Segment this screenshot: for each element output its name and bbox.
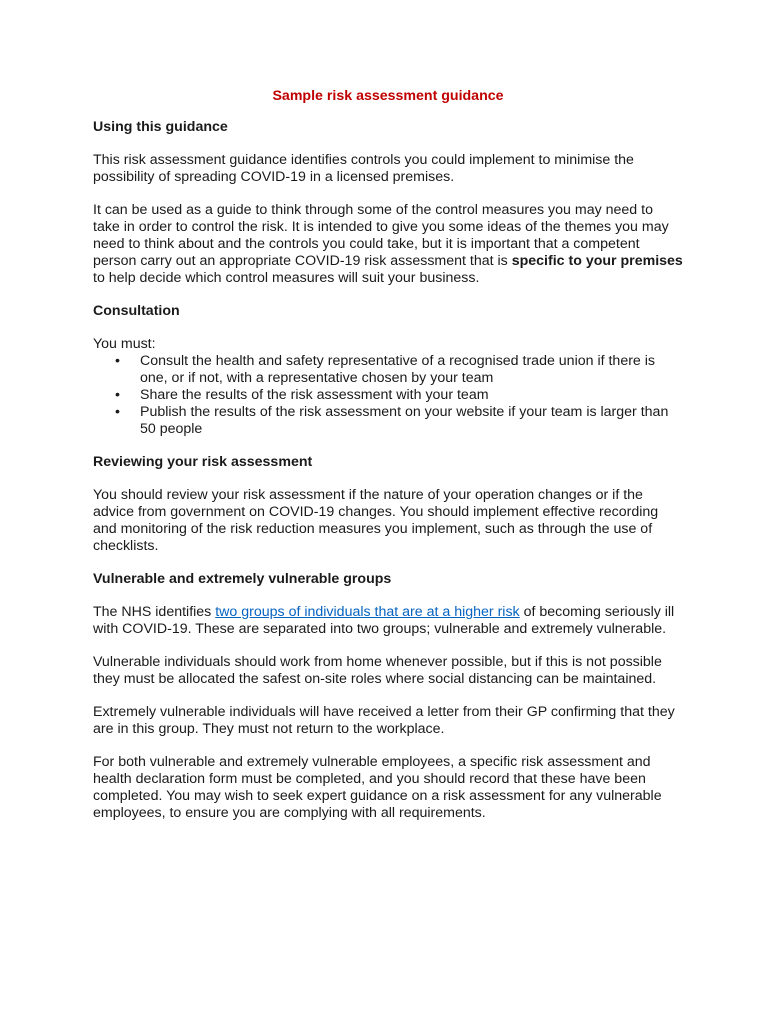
vulnerable-paragraph-1 (93, 604, 683, 638)
higher-risk-groups-link[interactable]: two groups of individuals that are at a higher risk (215, 604, 520, 620)
vulnerable-paragraph-3: Extremely vulnerable individuals will have received a letter from their GP confirming that they are in this group. They must not return to the workplace. (93, 704, 675, 737)
vulnerable-paragraph-4: For both vulnerable and extremely vulnerable employees, a specific risk assessment and health declaration form must be completed, and you should record that these have been completed. You may wish to seek expert guidance on a risk assessment for any vulnerable employees, to ensure you are complying with all requirements. (93, 754, 662, 821)
using-paragraph-2 (93, 202, 683, 287)
document-title: Sample risk assessment guidance (272, 88, 504, 104)
list-item: • Publish the results of the risk assessment on your website if your team is larger than 50 people (93, 404, 683, 438)
vulnerable-p1-text-start: The NHS identifies (93, 604, 216, 620)
reviewing-paragraph-1: You should review your risk assessment if the nature of your operation changes or if the advice from government on COVID-19 changes. You should implement effective recording and monitoring of the risk reduction measures you implement, such as through the use of checklists. (93, 487, 659, 554)
section-heading-using: Using this guidance (93, 119, 228, 135)
section-heading-consultation: Consultation (93, 303, 180, 319)
list-item: • Share the results of the risk assessment with your team (93, 387, 683, 404)
list-item: • Consult the health and safety representative of a recognised trade union if there is one, or if not, with a representative chosen by your team (93, 353, 683, 387)
vulnerable-p1-text-end: of becoming seriously ill with COVID-19. These are separated into two groups; vulnerable and extremely vulnerable. (93, 604, 675, 637)
section-heading-vulnerable: Vulnerable and extremely vulnerable groups (93, 571, 392, 587)
vulnerable-paragraph-2: Vulnerable individuals should work from home whenever possible, but if this is not possible they must be allocated the safest on-site roles where social distancing can be maintained. (93, 654, 662, 687)
using-p2-text-end: to help decide which control measures will suit your business. (93, 270, 480, 286)
consultation-intro: You must: (93, 336, 156, 352)
consultation-list (93, 353, 683, 438)
document-page (93, 88, 683, 838)
using-p2-text-start: It can be used as a guide to think through some of the control measures you may need to take in order to control the risk. It is intended to give you some ideas of the themes you may need to think about and the controls you could take, but it is important that a competent person carry out an appropriate COVID-19 risk assessment that is (93, 202, 669, 269)
section-heading-reviewing: Reviewing your risk assessment (93, 454, 313, 470)
using-p2-emphasis: specific to your premises (511, 253, 683, 269)
using-paragraph-1: This risk assessment guidance identifies controls you could implement to minimise the possibility of spreading COVID-19 in a licensed premises. (93, 152, 634, 185)
